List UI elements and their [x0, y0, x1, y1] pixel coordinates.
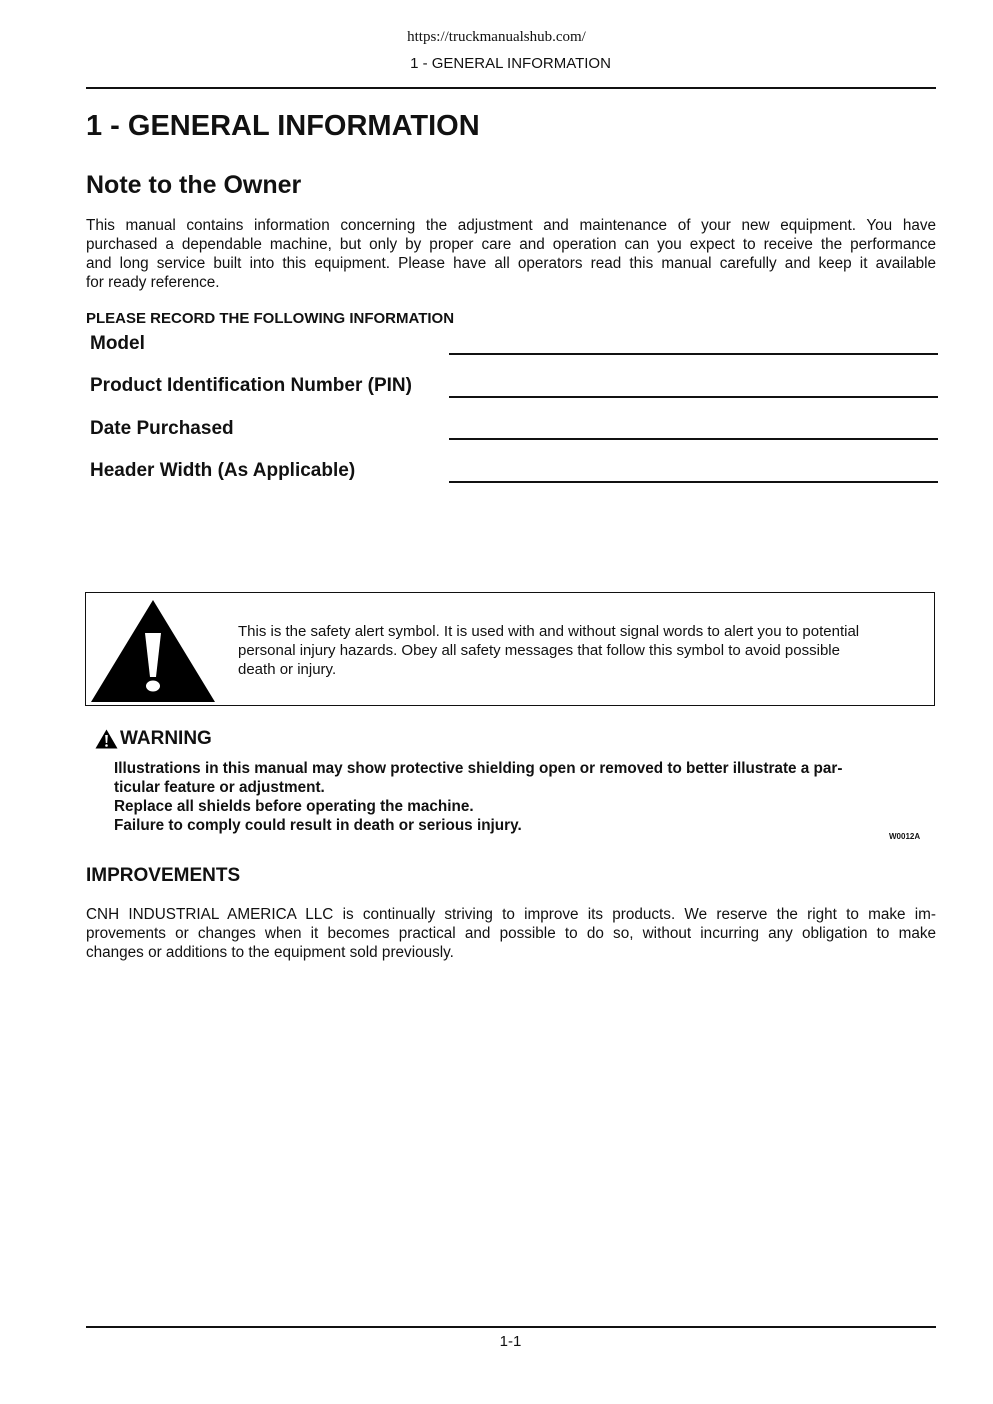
improvements-line: provements or changes when it becomes practical and possible to do so, without incurring any obligation to make [86, 925, 936, 942]
warning-line: Illustrations in this manual may show protective shielding open or removed to better illustrate a par- [114, 760, 843, 777]
footer-rule [86, 1326, 936, 1328]
field-line-model [449, 353, 938, 355]
field-label-date: Date Purchased [90, 418, 234, 439]
page-number: 1-1 [499, 1333, 522, 1350]
intro-line: purchased a dependable machine, but only by proper care and operation can you expect to receive the performance [86, 236, 936, 253]
running-header: 1 - GENERAL INFORMATION [410, 55, 611, 72]
chapter-title: 1 - GENERAL INFORMATION [86, 110, 480, 142]
source-url: https://truckmanualshub.com/ [407, 29, 586, 45]
improvements-line: CNH INDUSTRIAL AMERICA LLC is continually striving to improve its products. We reserve the right to make im- [86, 906, 936, 923]
warning-signal-word: WARNING [120, 728, 212, 749]
warning-line: Replace all shields before operating the machine. [114, 798, 474, 815]
intro-line: and long service built into this equipment. Please have all operators read this manual carefully and keep it available [86, 255, 936, 272]
warning-triangle-icon [90, 599, 216, 703]
warning-header [95, 728, 212, 750]
safety-alert-line: This is the safety alert symbol. It is used with and without signal words to alert you to potential [238, 623, 860, 640]
record-heading: PLEASE RECORD THE FOLLOWING INFORMATION [86, 310, 455, 327]
intro-line: This manual contains information concerning the adjustment and maintenance of your new equipment. You have [86, 217, 936, 234]
field-label-header-width: Header Width (As Applicable) [90, 460, 356, 481]
field-line-pin [449, 396, 938, 398]
safety-alert-line: death or injury. [238, 661, 337, 678]
warning-text [114, 759, 909, 835]
field-label-pin: Product Identification Number (PIN) [90, 375, 412, 396]
safety-alert-text [238, 622, 938, 679]
warning-triangle-icon [95, 729, 118, 749]
warning-code: W0012A [889, 832, 921, 841]
field-line-header-width [449, 481, 938, 483]
field-line-date [449, 438, 938, 440]
section-title: Note to the Owner [86, 171, 302, 199]
improvements-paragraph [86, 905, 936, 962]
warning-line: Failure to comply could result in death or serious injury. [114, 817, 522, 834]
header-rule [86, 87, 936, 89]
improvements-heading: IMPROVEMENTS [86, 865, 241, 886]
field-label-model: Model [90, 333, 145, 354]
intro-paragraph [86, 216, 936, 292]
improvements-line: changes or additions to the equipment sold previously. [86, 944, 454, 961]
warning-line: ticular feature or adjustment. [114, 779, 325, 796]
intro-line: for ready reference. [86, 274, 220, 291]
safety-alert-line: personal injury hazards. Obey all safety messages that follow this symbol to avoid possible [238, 642, 840, 659]
